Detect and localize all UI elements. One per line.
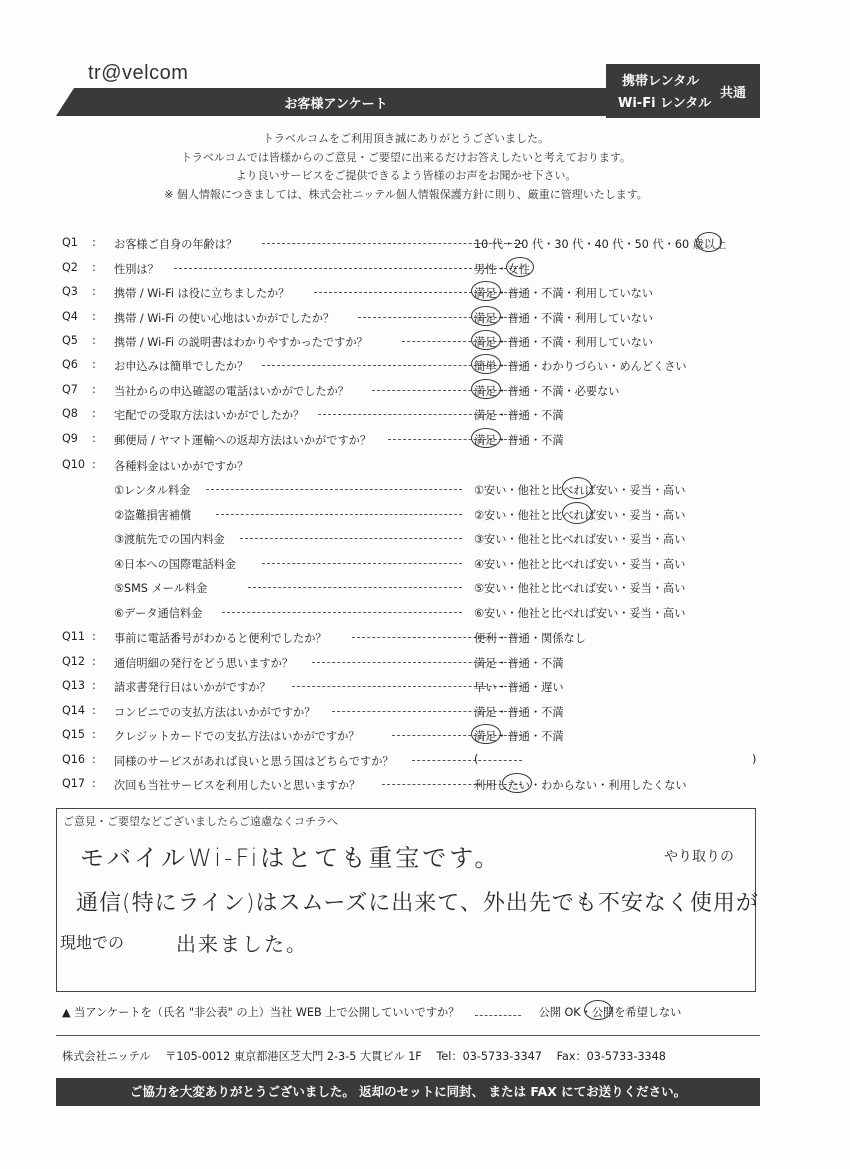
answer-circle-60 — [696, 232, 722, 252]
travelcom-logo: tr@velcom — [88, 62, 189, 84]
mobile-rental-label: 携帯レンタル — [622, 74, 700, 89]
question-text: 同様のサービスがあれば良いと思う国はどちらですか？ — [114, 755, 394, 768]
question-number: Q10 — [62, 458, 86, 471]
question-number: Q11 — [62, 630, 86, 643]
common-label: 共通 — [720, 86, 747, 101]
publish-options[interactable]: 公開 OK・公開を希望しない — [538, 1006, 682, 1019]
answer-circle-fee2 — [562, 502, 592, 524]
rental-type-box — [606, 64, 760, 118]
question-number: Q7 — [62, 383, 78, 396]
question-text: お申込みは簡単でしたか？ — [114, 360, 249, 373]
question-number: Q17 — [62, 777, 86, 790]
fee-label: ④日本への国際電話料金 — [114, 558, 236, 571]
question-text: クレジットカードでの支払方法はいかがですか？ — [114, 730, 360, 743]
question-text: コンビニでの支払方法はいかがですか？ — [114, 706, 316, 719]
intro-text — [56, 130, 756, 204]
question-text: 携帯 / Wi-Fi は役に立ちましたか？ — [114, 287, 290, 300]
answer-circle-q9 — [471, 428, 501, 448]
question-text: 通信明細の発行をどう思いますか？ — [114, 657, 294, 670]
fee-label: ⑥データ通信料金 — [114, 607, 203, 620]
answer-options[interactable]: 満足・普通・不満 — [474, 434, 564, 447]
wifi-rental-label: Wi-Fi レンタル — [618, 96, 712, 111]
question-number: Q3 — [62, 285, 78, 298]
question-number: Q6 — [62, 358, 78, 371]
country-input-open[interactable]: ( — [474, 753, 479, 766]
question-number: Q2 — [62, 261, 78, 274]
question-text: 事前に電話番号がわかると便利でしたか？ — [114, 632, 327, 645]
survey-title: お客様アンケート — [284, 97, 388, 112]
answer-options[interactable]: 満足・普通・不満・利用していない — [474, 287, 654, 300]
handwritten-comment-line: 通信(特にライン)はスムーズに出来て、外出先でも不安なく使用が — [76, 891, 759, 916]
fee-label: ⑤SMS メール料金 — [114, 582, 208, 595]
intro-line: トラベルコムをご利用頂き誠にありがとうございました。 — [263, 132, 549, 145]
answer-options[interactable]: 簡単・普通・わかりづらい・めんどくさい — [474, 360, 687, 373]
question-text: 請求書発行日はいかがですか？ — [114, 681, 271, 694]
question-number: Q9 — [62, 432, 78, 445]
intro-line: より良いサービスをご提供できるよう皆様のお声をお聞かせ下さい。 — [235, 169, 577, 182]
question-text: 宅配での受取方法はいかがでしたか？ — [114, 409, 305, 422]
fee-item — [114, 531, 225, 547]
answer-circle-publish-ok — [584, 1000, 612, 1020]
answer-options[interactable]: 早い・普通・遅い — [474, 681, 564, 694]
fee-label: ①レンタル料金 — [114, 484, 191, 497]
answer-circle-q6 — [471, 354, 501, 374]
question-number: Q4 — [62, 310, 78, 323]
thank-you-bar: ご協力を大変ありがとうございました。 返却のセットに同封、 または FAX にてお送りください。 — [56, 1078, 760, 1106]
fee-item — [114, 580, 207, 596]
country-input-close: ) — [752, 753, 757, 766]
question-text: 次回も当社サービスを利用したいと思いますか？ — [114, 779, 361, 792]
publish-question-text: ▲ 当アンケートを（氏名 "非公表" の上）当社 WEB 上で公開していいですか？ — [62, 1006, 460, 1019]
handwritten-comment-line: 出来ました。 — [176, 932, 308, 956]
fee-item — [114, 605, 202, 621]
answer-options[interactable]: ④安い・他社と比べれば安い・妥当・高い — [474, 558, 686, 571]
answer-options[interactable]: 満足・普通・不満・必要ない — [474, 385, 620, 398]
question-text: 各種料金はいかがですか？ — [114, 460, 249, 473]
footer-rule — [56, 1035, 760, 1036]
handwritten-comment-line: モバイルWi-Fiはとても重宝です。 — [80, 844, 502, 872]
answer-options[interactable]: 満足・普通・不満 — [474, 409, 564, 422]
question-number: Q13 — [62, 679, 86, 692]
answer-circle-fee1 — [562, 477, 592, 499]
question-number: Q14 — [62, 704, 86, 717]
company-info: 株式会社ニッテル 〒105-0012 東京都港区芝大門 2-3-5 大貫ビル 1F Tel：03-5733-3347 Fax：03-5733-3348 — [62, 1050, 666, 1063]
fee-label: ③渡航先での国内料金 — [114, 533, 225, 546]
handwritten-insert-left: 現地での — [60, 933, 125, 952]
question-number: Q16 — [62, 753, 86, 766]
privacy-note: ※ 個人情報につきましては、株式会社ニッテル個人情報保護方針に則り、厳重に管理いたします。 — [164, 187, 648, 201]
answer-options[interactable]: 利用したい・わからない・利用したくない — [474, 779, 687, 792]
answer-options[interactable]: ①安い・他社と比べれば安い・妥当・高い — [474, 484, 686, 497]
question-text: 携帯 / Wi-Fi の使い心地はいかがでしたか？ — [114, 312, 335, 325]
fee-item — [114, 507, 191, 523]
answer-options[interactable]: 満足・普通・不満 — [474, 657, 564, 670]
question-text: 性別は？ — [114, 263, 159, 276]
answer-circle-q17 — [502, 773, 532, 793]
answer-options[interactable]: 満足・普通・不満・利用していない — [474, 336, 654, 349]
intro-line: トラベルコムでは皆様からのご意見・ご要望に出来るだけお答えしたいと考えております。 — [180, 150, 632, 164]
question-text: 当社からの申込確認の電話はいかがでしたか？ — [114, 385, 349, 398]
answer-options[interactable]: ⑤安い・他社と比べれば安い・妥当・高い — [474, 582, 686, 595]
answer-options[interactable]: 便利・普通・関係なし — [474, 632, 586, 645]
answer-circle-q4 — [471, 306, 501, 326]
answer-options[interactable]: 10 代・20 代・30 代・40 代・50 代・60 歳以上 — [474, 238, 727, 251]
question-text: 郵便局 / ヤマト運輸への返却方法はいかがですか？ — [114, 434, 372, 447]
question-number: Q15 — [62, 728, 86, 741]
answer-circle-q5 — [471, 330, 501, 350]
answer-circle-q3 — [471, 281, 501, 301]
answer-circle-q15 — [471, 724, 501, 744]
answer-options[interactable]: ③安い・他社と比べれば安い・妥当・高い — [474, 533, 686, 546]
handwritten-insert-above: やり取りの — [664, 849, 734, 865]
answer-options[interactable]: 満足・普通・不満 — [474, 706, 564, 719]
question-number: Q1 — [62, 236, 78, 249]
answer-options[interactable]: 満足・普通・不満 — [474, 730, 564, 743]
answer-circle-q7 — [471, 379, 501, 399]
question-text: お客様ご自身の年齢は？ — [114, 238, 238, 251]
question-number: Q12 — [62, 655, 86, 668]
answer-options[interactable]: 満足・普通・不満・利用していない — [474, 312, 654, 325]
comment-label: ご意見・ご要望などございましたらご遠慮なくコチラへ — [63, 815, 338, 828]
fee-label: ②盗難損害補償 — [114, 509, 192, 522]
answer-options[interactable]: ⑥安い・他社と比べれば安い・妥当・高い — [474, 607, 686, 620]
fee-item — [114, 556, 236, 572]
fee-item — [114, 482, 190, 498]
answer-options[interactable]: 男性・女性 — [474, 263, 530, 276]
answer-circle-female — [506, 257, 534, 277]
question-number: Q8 — [62, 407, 78, 420]
answer-options[interactable]: ②安い・他社と比べれば安い・妥当・高い — [474, 509, 686, 522]
question-number: Q5 — [62, 334, 78, 347]
question-text: 携帯 / Wi-Fi の説明書はわかりやすかったですか？ — [114, 336, 368, 349]
